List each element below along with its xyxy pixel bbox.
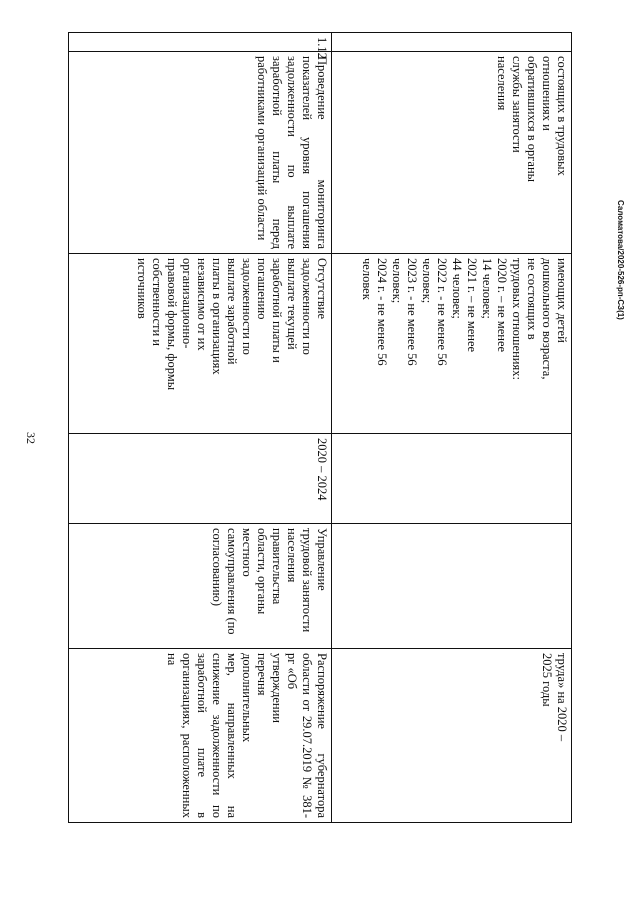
page-number: 32 [24,432,38,444]
executor-cell [332,524,572,649]
document-cell [69,649,332,823]
activity-text: Проведение мониторинга показателей уровня погашения задолженности по выплате заработной платы перед работниками организаций области [255,56,329,249]
row-number: 1.12 [315,37,329,59]
indicator-2023: 2023 г. - не менее 56 человек; [390,258,419,366]
term-cell [69,434,332,524]
indicator-2021: 2021 г. – не менее 44 человек; [450,258,479,353]
result-text: Отсутствие задолженности по выплате текущей заработной платы и погашению задолженности по выплате заработной платы в организациях независимо от их организационно- правовой формы, формы собственности и источников [135,258,329,391]
activity-text: состоящих в трудовых отношениях и обратившихся в органы службы занятости населения [495,56,569,183]
indicator-2022: 2022 г. - не менее 56 человек; [420,258,449,366]
table-row [332,33,572,823]
row-number-cell [69,33,332,59]
term-text: 2020 – 2024 [315,438,329,501]
result-cell [332,254,572,434]
term-cell [332,434,572,524]
document-head: Распоряжение губернатора области от 29.07.2019 № 381-рг «Об [285,653,329,818]
document-end: мер, направленных на снижение задолженности по заработной плате в организациях, расположенных на [165,653,239,818]
activity-cell [69,52,332,254]
executor-text: Управление трудовой занятости населения правительства области, органы местного самоуправления (по согласованию) [210,528,329,635]
result-intro: имеющих детей дошкольного возраста, не состоящих в трудовых отношениях: [510,258,569,380]
document-middle: утверждении перечня дополнительных [240,653,284,743]
result-cell [69,254,332,434]
table-row [69,33,332,823]
plan-table [68,32,572,823]
indicator-2020: 2020 г. – не менее 14 человек; [480,258,509,353]
executor-cell [69,524,332,649]
document-cell [332,649,572,823]
activity-cell [332,52,572,254]
document-registration-code: Саломатова/2020-526-рп-СЗ(1) [616,200,625,320]
indicator-2024: 2024 г. - не менее 56 человек [360,258,389,366]
row-number-cell [332,33,572,52]
document-text: труда» на 2020 – 2025 годы [540,653,569,742]
